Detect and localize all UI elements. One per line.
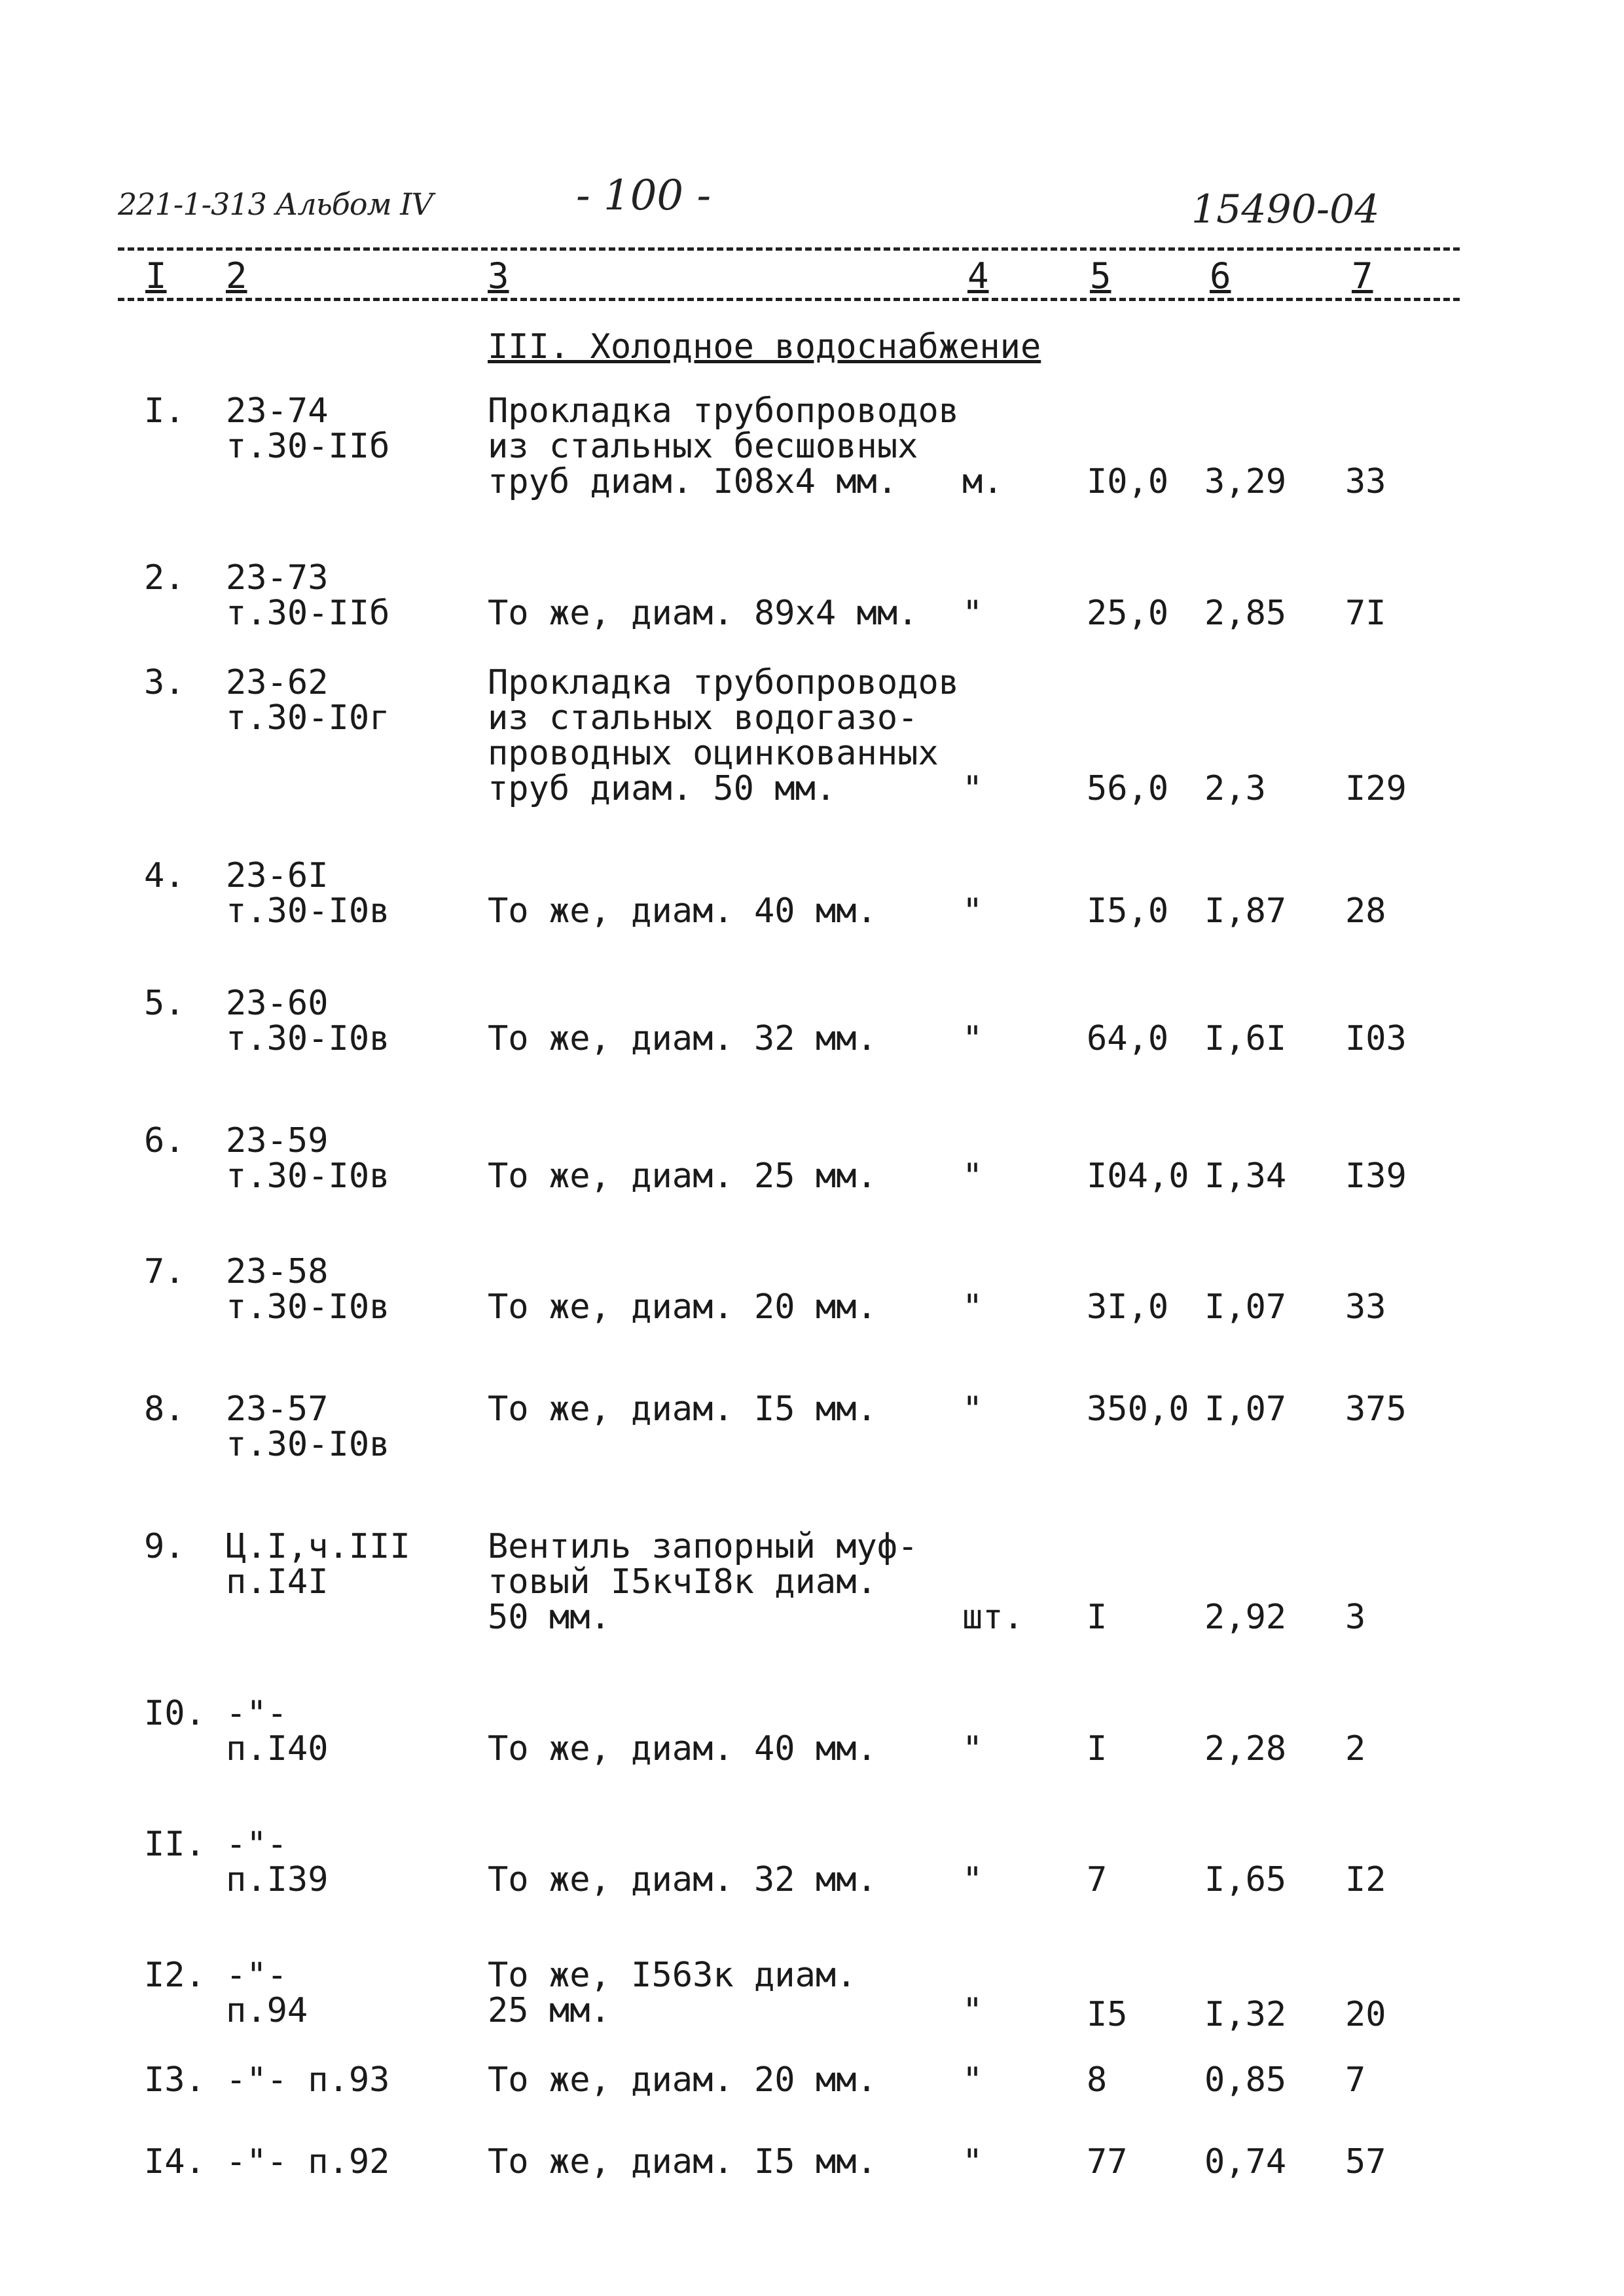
row-number: 9.: [144, 1527, 185, 1566]
row-code-line: т.30-I0в: [226, 891, 390, 931]
row-total: 7I: [1345, 594, 1386, 633]
row-unit: шт.: [962, 1598, 1024, 1637]
row-code-line: т.30-IIб: [226, 594, 390, 633]
row-code-line: т.30-I0в: [226, 1157, 390, 1196]
column-number-4: 4: [967, 255, 989, 296]
header-bottom-rule: [118, 298, 1460, 301]
row-desc-line: Прокладка трубопроводов: [488, 663, 960, 702]
row-quantity: 64,0: [1087, 1019, 1169, 1058]
column-number-5: 5: [1090, 255, 1111, 296]
row-code-line: т.30-I0в: [226, 1019, 390, 1058]
row-code-line: 23-62: [226, 663, 329, 702]
row-desc-line: 25 мм.: [488, 1991, 611, 2030]
row-quantity: 350,0: [1087, 1390, 1189, 1429]
row-price: 0,74: [1204, 2142, 1287, 2181]
row-price: I,6I: [1204, 1019, 1287, 1058]
doc-code: 15490-04: [1191, 187, 1380, 232]
row-code-line: Ц.I,ч.III: [226, 1527, 410, 1566]
row-desc-line: То же, диам. I5 мм.: [488, 2142, 877, 2181]
column-number-2: 2: [226, 255, 247, 296]
row-number: I3.: [144, 2060, 206, 2100]
row-code-line: т.30-I0г: [226, 698, 390, 738]
row-code-line: 23-58: [226, 1252, 329, 1291]
row-price: I,65: [1204, 1860, 1287, 1899]
row-code-line: -"-: [226, 1694, 287, 1733]
row-total: 57: [1345, 2142, 1386, 2181]
row-number: 4.: [144, 856, 185, 895]
row-quantity: I0,0: [1087, 462, 1169, 501]
row-quantity: 8: [1087, 2060, 1108, 2100]
row-total: I03: [1345, 1019, 1407, 1058]
row-unit: ": [962, 2060, 983, 2100]
row-price: I,34: [1204, 1157, 1287, 1196]
row-number: 7.: [144, 1252, 185, 1291]
row-quantity: 77: [1087, 2142, 1128, 2181]
row-code-line: п.I40: [226, 1729, 329, 1768]
row-quantity: I04,0: [1087, 1157, 1189, 1196]
row-code-line: -"-: [226, 1825, 287, 1864]
row-code-line: -"- п.92: [226, 2142, 390, 2181]
row-desc-line: проводных оцинкованных: [488, 734, 939, 773]
row-desc-line: То же, диам. 32 мм.: [488, 1860, 877, 1899]
doc-ref: 221-1-313 Альбом IV: [118, 187, 433, 222]
row-quantity: 7: [1087, 1860, 1108, 1899]
row-total: 7: [1345, 2060, 1366, 2100]
row-unit: ": [962, 891, 983, 931]
row-unit: ": [962, 1019, 983, 1058]
row-total: 33: [1345, 462, 1386, 501]
row-desc-line: То же, I563к диам.: [488, 1956, 857, 1995]
row-unit: ": [962, 594, 983, 633]
row-desc-line: 50 мм.: [488, 1598, 611, 1637]
row-desc-line: Вентиль запорный муф-: [488, 1527, 918, 1566]
row-unit: ": [962, 1287, 983, 1327]
row-desc-line: То же, диам. 89x4 мм.: [488, 594, 918, 633]
column-number-6: 6: [1210, 255, 1231, 296]
row-total: I29: [1345, 769, 1407, 808]
row-code-line: п.94: [226, 1991, 308, 2030]
row-unit: ": [962, 1860, 983, 1899]
row-total: 3: [1345, 1598, 1366, 1637]
row-code-line: п.I39: [226, 1860, 329, 1899]
column-number-7: 7: [1352, 255, 1373, 296]
row-quantity: 3I,0: [1087, 1287, 1169, 1327]
row-desc-line: из стальных бесшовных: [488, 427, 918, 466]
page-number: - 100 -: [576, 171, 712, 220]
row-desc-line: То же, диам. 32 мм.: [488, 1019, 877, 1058]
column-number-1: I: [145, 255, 167, 296]
row-desc-line: То же, диам. 20 мм.: [488, 2060, 877, 2100]
row-number: 5.: [144, 984, 185, 1023]
row-total: I2: [1345, 1860, 1386, 1899]
row-number: I2.: [144, 1956, 206, 1995]
column-number-3: 3: [488, 255, 509, 296]
row-quantity: I5,0: [1087, 891, 1169, 931]
row-number: II.: [144, 1825, 206, 1864]
row-unit: ": [962, 1991, 983, 2030]
row-total: 375: [1345, 1390, 1407, 1429]
row-number: I.: [144, 391, 185, 431]
row-unit: м.: [962, 462, 1003, 501]
row-desc-line: из стальных водогазо-: [488, 698, 918, 738]
row-price: I,32: [1204, 1995, 1287, 2034]
row-price: 3,29: [1204, 462, 1287, 501]
row-total: 2: [1345, 1729, 1366, 1768]
row-price: I,07: [1204, 1287, 1287, 1327]
row-desc-line: То же, диам. 40 мм.: [488, 891, 877, 931]
row-code-line: 23-74: [226, 391, 329, 431]
row-code-line: 23-60: [226, 984, 329, 1023]
row-code-line: т.30-IIб: [226, 427, 390, 466]
row-code-line: 23-73: [226, 558, 329, 598]
row-code-line: п.I4I: [226, 1562, 329, 1602]
row-code-line: т.30-I0в: [226, 1287, 390, 1327]
row-code-line: 23-57: [226, 1390, 329, 1429]
row-number: 6.: [144, 1121, 185, 1160]
row-price: 2,92: [1204, 1598, 1287, 1637]
row-total: I39: [1345, 1157, 1407, 1196]
row-desc-line: То же, диам. 20 мм.: [488, 1287, 877, 1327]
row-desc-line: То же, диам. I5 мм.: [488, 1390, 877, 1429]
row-desc-line: Прокладка трубопроводов: [488, 391, 960, 431]
row-price: 2,85: [1204, 594, 1287, 633]
row-quantity: I: [1087, 1598, 1108, 1637]
row-unit: ": [962, 769, 983, 808]
row-code-line: 23-6I: [226, 856, 329, 895]
row-desc-line: То же, диам. 25 мм.: [488, 1157, 877, 1196]
row-number: 2.: [144, 558, 185, 598]
row-number: I0.: [144, 1694, 206, 1733]
row-total: 33: [1345, 1287, 1386, 1327]
row-price: 2,28: [1204, 1729, 1287, 1768]
row-number: I4.: [144, 2142, 206, 2181]
row-code-line: т.30-I0в: [226, 1425, 390, 1464]
row-number: 3.: [144, 663, 185, 702]
row-total: 28: [1345, 891, 1386, 931]
row-code-line: -"-: [226, 1956, 287, 1995]
row-code-line: -"- п.93: [226, 2060, 390, 2100]
row-unit: ": [962, 2142, 983, 2181]
row-total: 20: [1345, 1995, 1386, 2034]
row-desc-line: товый I5кчI8к диам.: [488, 1562, 877, 1602]
row-price: 0,85: [1204, 2060, 1287, 2100]
row-price: 2,3: [1204, 769, 1266, 808]
row-unit: ": [962, 1729, 983, 1768]
row-price: I,07: [1204, 1390, 1287, 1429]
row-quantity: 56,0: [1087, 769, 1169, 808]
row-unit: ": [962, 1390, 983, 1429]
row-quantity: I: [1087, 1729, 1108, 1768]
row-unit: ": [962, 1157, 983, 1196]
header-top-rule: [118, 247, 1460, 251]
row-price: I,87: [1204, 891, 1287, 931]
row-quantity: I5: [1087, 1995, 1128, 2034]
row-number: 8.: [144, 1390, 185, 1429]
row-desc-line: То же, диам. 40 мм.: [488, 1729, 877, 1768]
row-quantity: 25,0: [1087, 594, 1169, 633]
row-code-line: 23-59: [226, 1121, 329, 1160]
row-desc-line: труб диам. I08x4 мм.: [488, 462, 898, 501]
section-title: III. Холодное водоснабжение: [488, 327, 1041, 367]
row-desc-line: труб диам. 50 мм.: [488, 769, 837, 808]
